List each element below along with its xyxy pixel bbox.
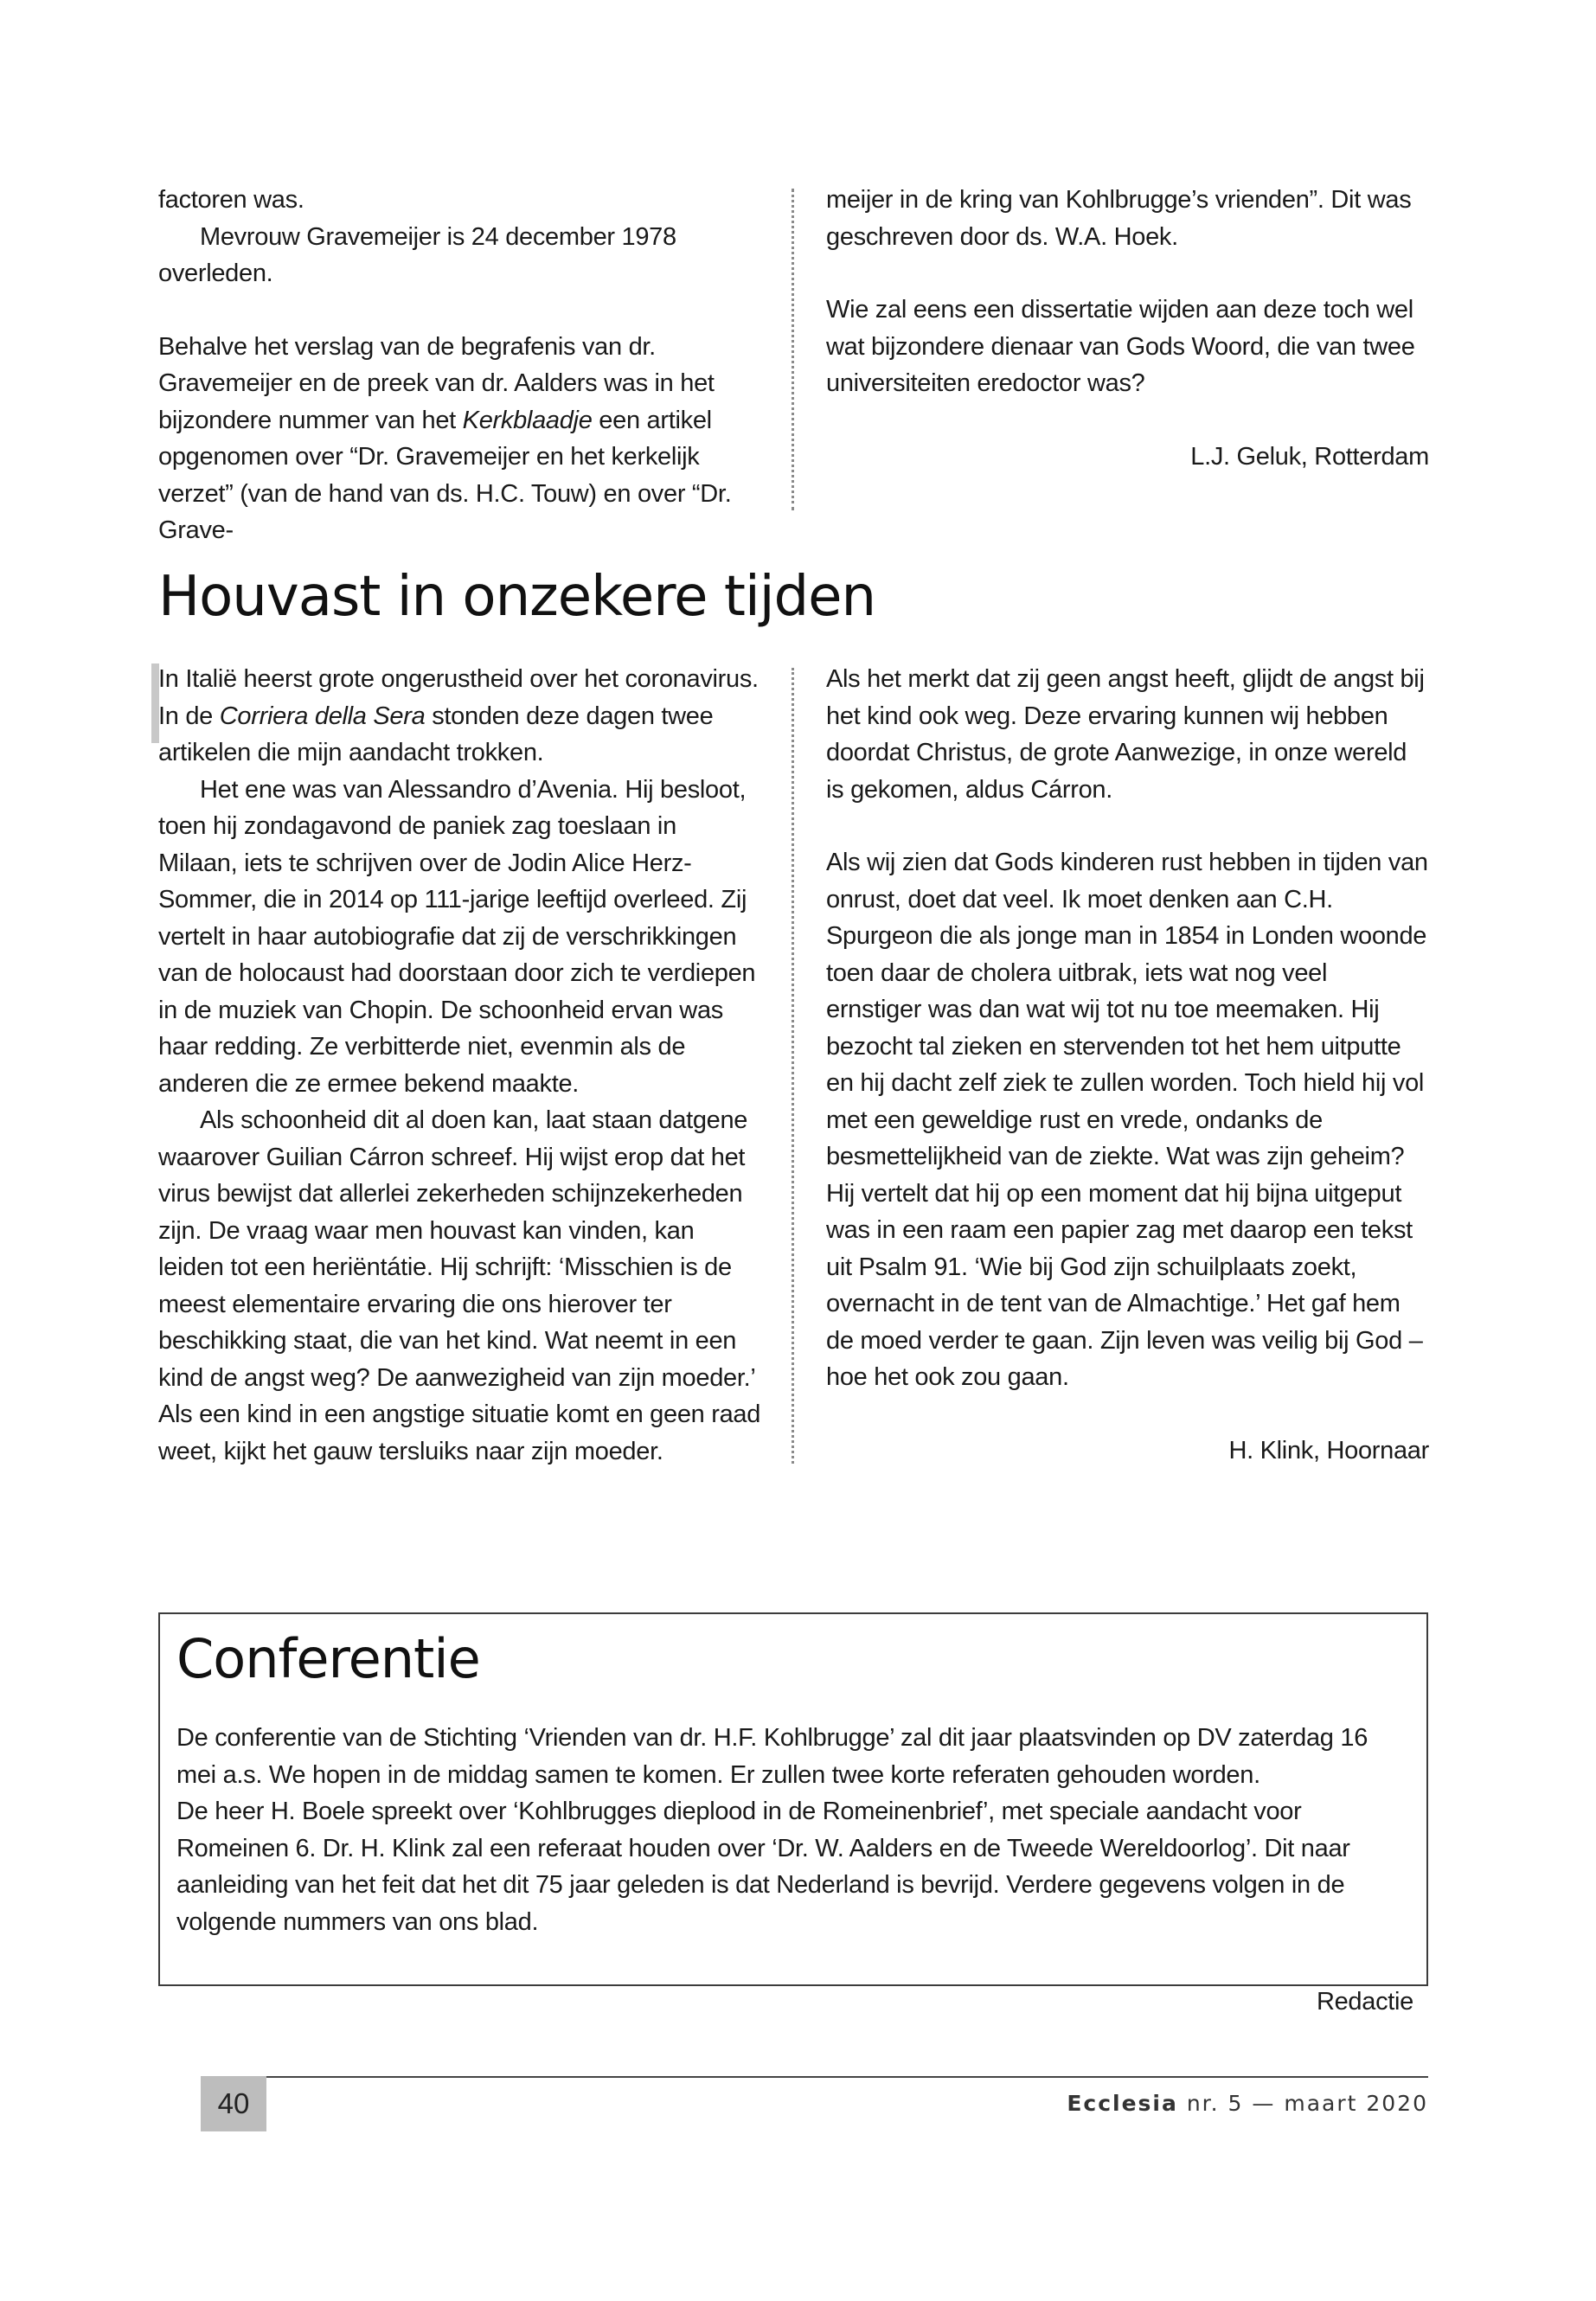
paragraph: De conferentie van de Stichting ‘Vrienden van dr. H.F. Kohlbrugge’ zal dit jaar plaatsvinden op DV zaterdag 16 mei a.s. We hopen in de middag samen te komen. Er zullen twee korte referaten gehouden worden. [176, 1724, 1368, 1789]
column-divider [792, 189, 794, 510]
paragraph: meijer in de kring van Kohlbrugge’s vrienden”. Dit was geschreven door ds. W.A. Hoek. [826, 186, 1412, 251]
paragraph: Wie zal eens een dissertatie wijden aan deze toch wel wat bijzondere dienaar van Gods Woord, die van twee universiteiten eredoctor was? [826, 296, 1415, 397]
paragraph [158, 661, 761, 772]
column-divider [792, 668, 794, 1464]
text-run: In Italië heerst grote ongerustheid over het coronavirus. In de [158, 665, 759, 730]
article-title: Houvast in onzekere tijden [158, 565, 876, 629]
paragraph: Als schoonheid dit al doen kan, laat staan datgene waarover Guilian Cárron schreef. Hij wijst erop dat het virus bewijst dat allerlei zekerheden schijnzekerheden zijn. De vraag waar men houvast kan vinden, kan leiden tot een heriëntátie. Hij schrijft: ‘Misschien is de meest elementaire ervaring die ons hierover ter beschikking staat, die van het kind. Wat neemt in een kind de angst weg? De aanwezigheid van zijn moeder.’ Als een kind in een angstige situatie komt en geen raad weet, kijkt het gauw tersluiks naar zijn moeder. [158, 1106, 761, 1465]
paragraph [158, 329, 761, 549]
page-number: 40 [201, 2076, 266, 2131]
italic-title: Kerkblaadje [462, 406, 593, 434]
top-left-column [158, 182, 761, 549]
article-left-column [158, 661, 761, 1470]
paragraph: Mevrouw Gravemeijer is 24 december 1978 overleden. [158, 222, 676, 287]
paragraph: Als het merkt dat zij geen angst heeft, glijdt de angst bij het kind ook weg. Deze ervaring kunnen wij hebben doordat Christus, de grote Aanwezige, in onze wereld is gekomen, aldus Cárron. [826, 665, 1425, 804]
paragraph: factoren was. [158, 186, 304, 214]
text-run: een artikel opgenomen over “Dr. Gravemeijer en het kerkelijk verzet” (van de hand van ds. H.C. Touw) en over “Dr. Grave- [158, 406, 732, 544]
conference-body [176, 1720, 1413, 2021]
signature: L.J. Geluk, Rotterdam [1190, 442, 1429, 471]
paragraph: Als wij zien dat Gods kinderen rust hebben in tijden van onrust, doet dat veel. Ik moet denken aan C.H. Spurgeon die als jonge man in 1854 in Londen woonde toen daar de cholera uitbrak, iets wat nog veel ernstiger was dan wat wij tot nu toe meemaken. Hij bezocht tal zieken en stervenden tot het hem uitputte en hij dacht zelf ziek te zullen worden. Toch hield hij vol met een geweldige rust en vrede, ondanks de besmettelijkheid van de ziekte. Wat was zijn geheim? Hij vertelt dat hij op een moment dat hij bijna uitgeput was in een raam een papier zag met daarop een tekst uit Psalm 91. ‘Wie bij God zijn schuilplaats zoekt, overnacht in de tent van de Almachtige.’ Het gaf hem de moed verder te gaan. Zijn leven was veilig bij God – hoe het ook zou gaan. [826, 849, 1428, 1391]
journal-issue [1067, 2083, 1428, 2125]
paragraph: De heer H. Boele spreekt over ‘Kohlbrugges dieplood in de Romeinenbrief’, met speciale aandacht voor Romeinen 6. Dr. H. Klink zal een referaat houden over ‘Dr. W. Aalders en de Tweede Wereldoorlog’. Dit naar aanleiding van het feit dat het dit 75 jaar geleden is dat Nederland is bevrijd. Verdere gegevens volgen in de volgende nummers van ons blad. [176, 1798, 1350, 1936]
issue-info: nr. 5 — maart 2020 [1186, 2091, 1428, 2116]
text-run: stonden deze dagen twee artikelen die mijn aandacht trokken. [158, 702, 714, 766]
text-run: Behalve het verslag van de begrafenis van dr. Gravemeijer en de preek van dr. Aalders was in het bijzondere nummer van het [158, 332, 715, 434]
article-right-column [826, 661, 1429, 1469]
top-right-column [826, 182, 1429, 475]
conference-title: Conferentie [176, 1627, 480, 1690]
signature: Redactie [1316, 1988, 1413, 2016]
journal-name: Ecclesia [1067, 2091, 1178, 2116]
italic-title: Corriera della Sera [219, 702, 426, 730]
paragraph: Het ene was van Alessandro d’Avenia. Hij besloot, toen hij zondagavond de paniek zag toeslaan in Milaan, iets te schrijven over de Jodin Alice Herz-Sommer, die in 2014 op 111-jarige leeftijd overleed. Zij vertelt in haar autobiografie dat zij de verschrikkingen van de holocaust had doorstaan door zich te verdiepen in de muziek van Chopin. De schoonheid ervan was haar redding. Ze verbitterde niet, evenmin als de anderen die ze ermee bekend maakte. [158, 775, 756, 1098]
conference-box [158, 1612, 1428, 2016]
signature: H. Klink, Hoornaar [1228, 1436, 1429, 1465]
footer-rule [201, 2076, 1428, 2078]
